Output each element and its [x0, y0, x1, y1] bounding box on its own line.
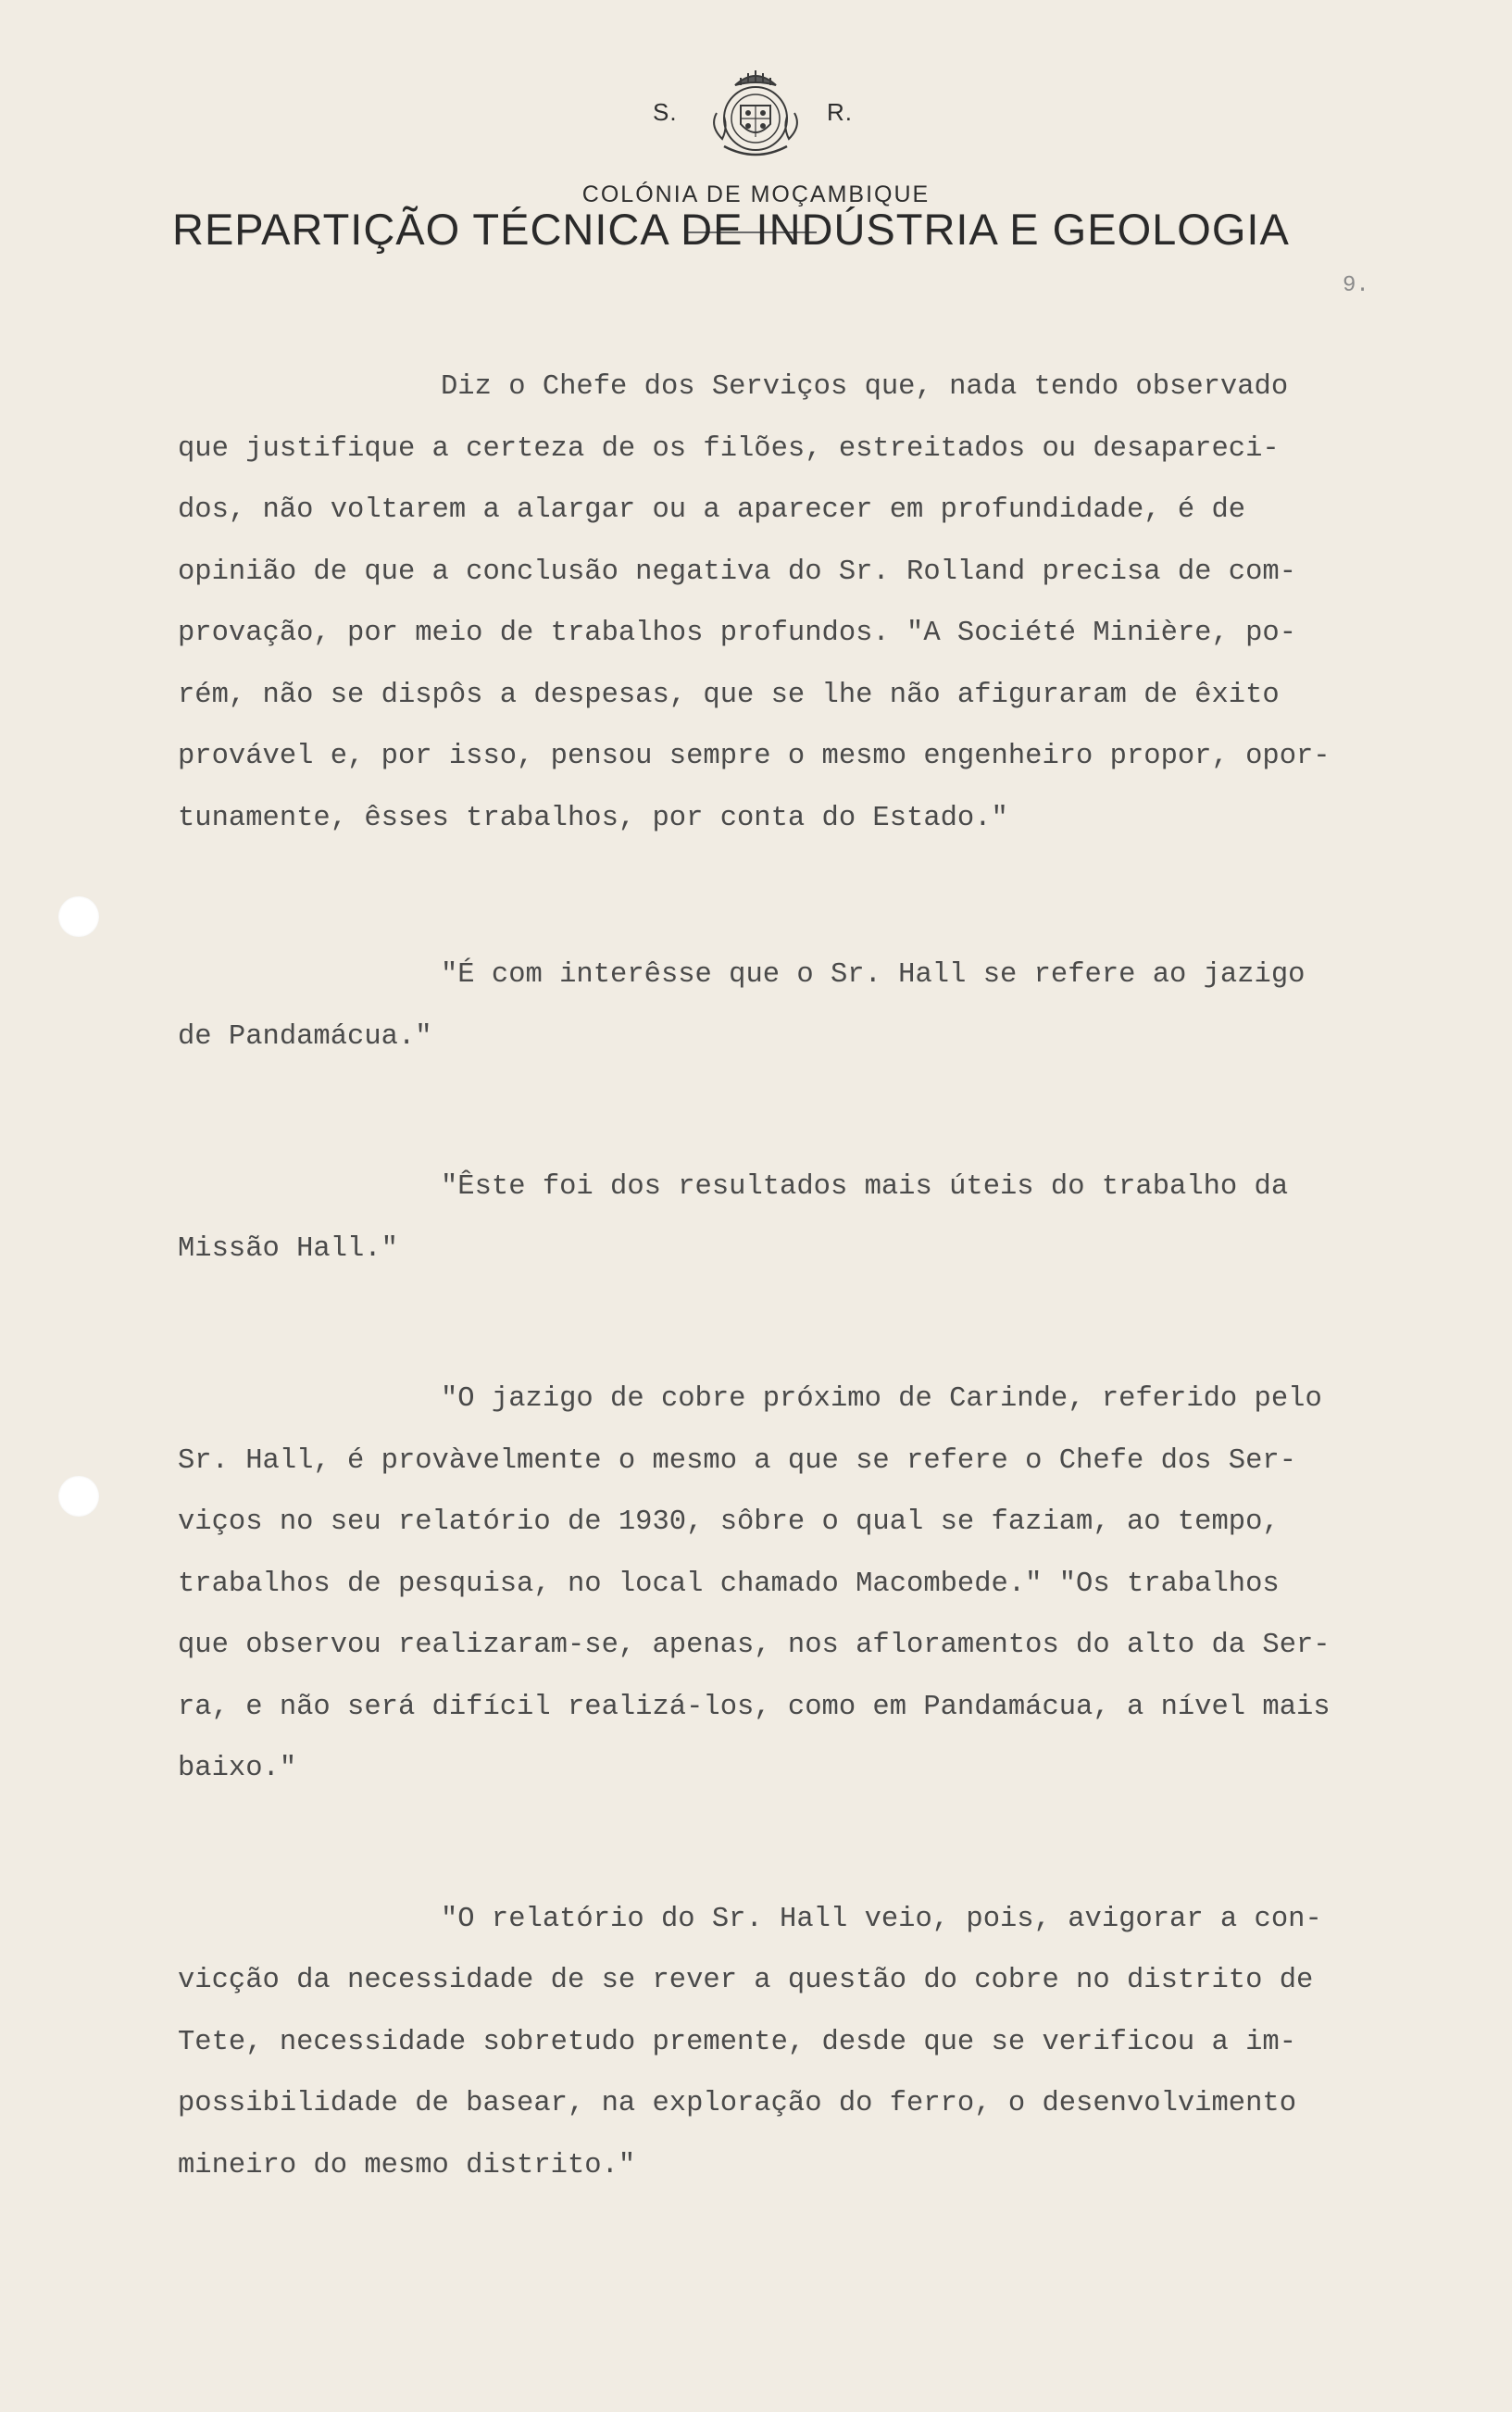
paragraph-1 [178, 356, 1446, 849]
paragraph-2 [178, 944, 1446, 1068]
text-line: provável e, por isso, pensou sempre o mesmo engenheiro propor, opor- [178, 741, 1331, 772]
letterhead-left-letter: S. [653, 98, 678, 126]
text-line: baixo." [178, 1753, 297, 1784]
punch-hole [58, 896, 99, 937]
text-line: provação, por meio de trabalhos profundos. "A Société Minière, po- [178, 618, 1296, 649]
paragraph-3 [178, 1156, 1446, 1280]
text-line: tunamente, êsses trabalhos, por conta do Estado." [178, 802, 1008, 834]
paragraph-5 [178, 1889, 1446, 2197]
paragraph-gap [178, 1800, 1446, 1889]
text-line: viços no seu relatório de 1930, sôbre o qual se faziam, ao tempo, [178, 1506, 1280, 1538]
paragraph-gap [178, 1068, 1446, 1156]
text-line: Tete, necessidade sobretudo premente, desde que se verificou a im- [178, 2026, 1296, 2058]
text-line: rém, não se dispôs a despesas, que se lhe não afiguraram de êxito [178, 679, 1280, 711]
coat-of-arms-seal-icon [700, 57, 811, 169]
letterhead-right-letter: R. [827, 98, 853, 126]
document-body [178, 356, 1446, 2196]
text-line: que observou realizaram-se, apenas, nos afloramentos do alto da Ser- [178, 1630, 1331, 1661]
text-line: trabalhos de pesquisa, no local chamado Macombede." "Os trabalhos [178, 1568, 1280, 1600]
text-line: vicção da necessidade de se rever a questão do cobre no distrito de [178, 1965, 1314, 1996]
colony-name: COLÓNIA DE MOÇAMBIQUE [581, 181, 931, 207]
text-line: opinião de que a conclusão negativa do Sr. Rolland precisa de com- [178, 556, 1296, 588]
text-line: dos, não voltarem a alargar ou a aparecer em profundidade, é de [178, 494, 1246, 526]
letterhead [0, 57, 1512, 207]
text-line: que justifique a certeza de os filões, estreitados ou desapareci- [178, 432, 1280, 465]
text-line: Sr. Hall, é provàvelmente o mesmo a que se refere o Chefe dos Ser- [178, 1444, 1296, 1477]
text-line: Missão Hall." [178, 1232, 398, 1265]
text-line: "O relatório do Sr. Hall veio, pois, avigorar a con- [441, 1903, 1322, 1935]
text-line: possibilidade de basear, na exploração do ferro, o desenvolvimento [178, 2088, 1296, 2119]
page-number: 9. [1343, 273, 1369, 298]
text-line: mineiro do mesmo distrito." [178, 2149, 636, 2181]
department-heading: REPARTIÇÃO TÉCNICA DE INDÚSTRIA E GEOLOGIA [172, 205, 1290, 254]
text-line: Diz o Chefe dos Serviços que, nada tendo observado [441, 371, 1289, 403]
text-line: "O jazigo de cobre próximo de Carinde, referido pelo [441, 1383, 1322, 1415]
seal-row [0, 57, 1512, 173]
text-line: de Pandamácua." [178, 1020, 432, 1053]
text-line: ra, e não será difícil realizá-los, como em Pandamácua, a nível mais [178, 1691, 1331, 1723]
punch-hole [58, 1476, 99, 1517]
text-line: "É com interêsse que o Sr. Hall se refere ao jazigo [441, 959, 1306, 991]
paragraph-gap [178, 849, 1446, 944]
text-line: "Êste foi dos resultados mais úteis do trabalho da [441, 1171, 1289, 1203]
paragraph-4 [178, 1368, 1446, 1800]
paragraph-gap [178, 1280, 1446, 1368]
